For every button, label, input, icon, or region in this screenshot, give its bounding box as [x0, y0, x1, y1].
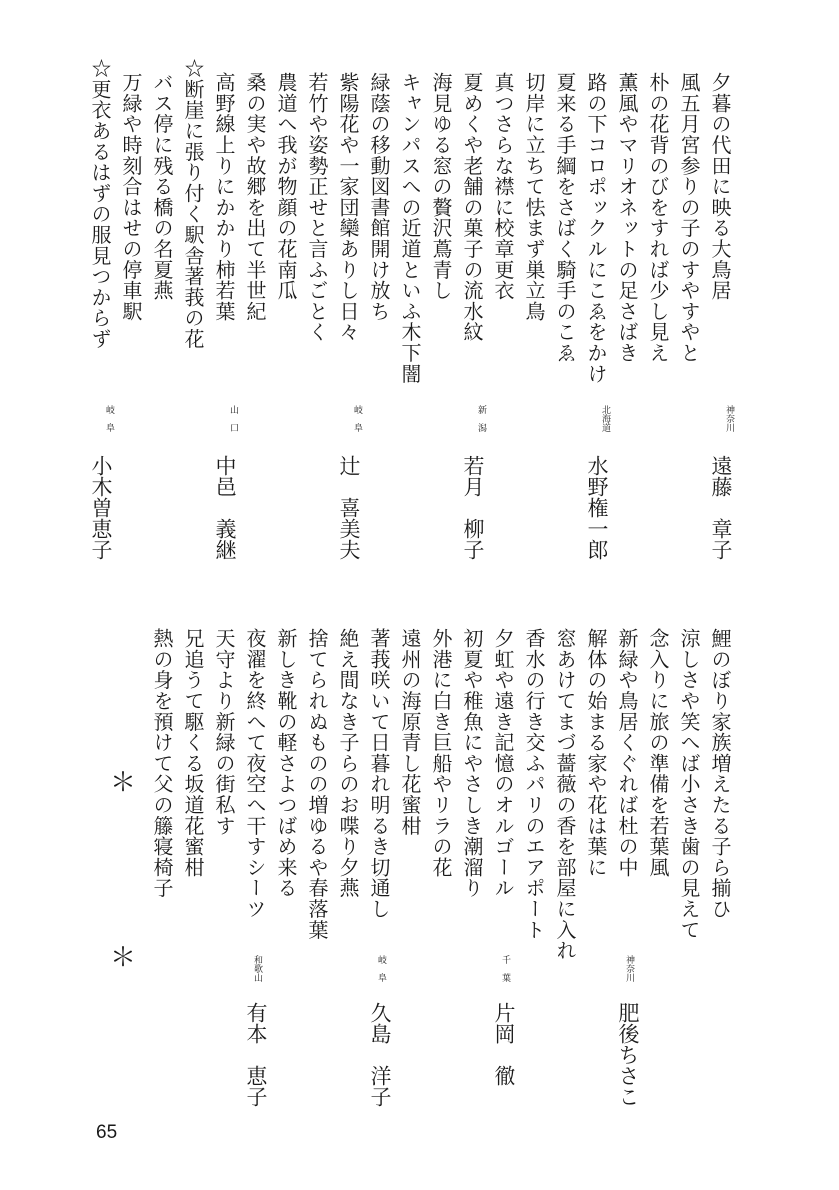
- haiku-line: 海見ゆる窓の贅沢蔦青し: [429, 72, 453, 301]
- author-prefecture: 和歌山: [252, 955, 262, 982]
- haiku-line: 朴の花背のびをすれば少し見え: [646, 72, 670, 364]
- author-name: 有本 恵子: [244, 1002, 268, 1107]
- haiku-line: 新緑や鳥居くぐれば杜の中: [615, 628, 639, 878]
- author-name: 肥後ちさこ: [616, 1002, 640, 1107]
- author-prefecture: 岐阜: [352, 405, 362, 441]
- haiku-line: 紫陽花や一家団欒ありし日々: [336, 72, 360, 343]
- haiku-line: 夕虹や遠き記憶のオルゴール: [491, 628, 515, 899]
- haiku-line: 新しき靴の軽さよつばめ来る: [274, 628, 298, 899]
- author-name: 小木曽恵子: [89, 455, 113, 560]
- haiku-line: ☆断崖に張り付く駅舎著莪の花: [181, 58, 205, 350]
- haiku-line: 夜濯を終へて夜空へ干すシーツ: [243, 628, 267, 920]
- haiku-line: 若竹や姿勢正せと言ふごとく: [305, 72, 329, 343]
- haiku-line: 鯉のぼり家族増えたる子ら揃ひ: [708, 628, 732, 920]
- haiku-line: 夏めくや老舗の菓子の流水紋: [460, 72, 484, 343]
- haiku-line: 路の下コロポックルにこゑをかけ: [584, 72, 608, 384]
- haiku-line: 熱の身を預けて父の籐寝椅子: [150, 628, 174, 899]
- author-prefecture: 神奈川: [724, 405, 734, 432]
- separator-asterisk: ＊: [110, 768, 137, 798]
- haiku-line: 窓あけてまづ薔薇の香を部屋に入れ: [553, 628, 577, 961]
- author-prefecture: 千葉: [500, 955, 510, 991]
- haiku-line: 万緑や時刻合はせの停車駅: [119, 72, 143, 322]
- author-prefecture: 神奈川: [624, 955, 634, 982]
- page-number: 65: [96, 1122, 118, 1143]
- haiku-line: 遠州の海原青し花蜜柑: [398, 628, 422, 836]
- haiku-line: 真つさらな襟に校章更衣: [491, 72, 515, 301]
- author-prefecture: 山口: [228, 405, 238, 441]
- haiku-line: 緑蔭の移動図書館開け放ち: [367, 72, 391, 322]
- haiku-line: 夕暮の代田に映る大鳥居: [708, 72, 732, 301]
- haiku-line: 捨てられぬものの増ゆるや春落葉: [305, 628, 329, 940]
- haiku-line: ☆更衣あるはずの服見つからず: [88, 58, 112, 350]
- haiku-line: 香水の行き交ふパリのエアポート: [522, 628, 546, 940]
- haiku-line: 初夏や稚魚にやさしき潮溜り: [460, 628, 484, 899]
- haiku-line: キャンパスへの近道といふ木下闇: [398, 72, 422, 384]
- author-name: 水野権一郎: [585, 455, 609, 560]
- haiku-line: 風五月宮参りの子のすやすやと: [677, 72, 701, 364]
- haiku-line: 絶え間なき子らのお喋り夕燕: [336, 628, 360, 899]
- haiku-line: 高野線上りにかかり柿若葉: [212, 72, 236, 322]
- haiku-line: 解体の始まる家や花は葉に: [584, 628, 608, 878]
- haiku-line: 涼しさや笑へば小さき歯の見えて: [677, 628, 701, 940]
- author-name: 遠藤 章子: [709, 455, 733, 560]
- haiku-line: 夏来る手綱をさばく騎手のこゑ: [553, 72, 577, 364]
- haiku-line: 切岸に立ちて怯まず巣立鳥: [522, 72, 546, 322]
- author-name: 中邑 義継: [213, 455, 237, 560]
- haiku-line: 農道へ我が物顔の花南瓜: [274, 72, 298, 301]
- separator-asterisk: ＊: [110, 943, 137, 973]
- author-name: 辻 喜美夫: [337, 455, 361, 560]
- haiku-line: 天守より新緑の街私す: [212, 628, 236, 836]
- haiku-line: 外港に白き巨船やリラの花: [429, 628, 453, 878]
- author-prefecture: 岐阜: [376, 955, 386, 991]
- author-prefecture: 新潟: [476, 405, 486, 441]
- haiku-line: バス停に残る橋の名夏燕: [150, 72, 174, 301]
- author-name: 久島 洋子: [368, 1002, 392, 1107]
- author-name: 片岡 徹: [492, 1002, 516, 1086]
- haiku-line: 兄追うて駆くる坂道花蜜柑: [181, 628, 205, 878]
- author-name: 若月 柳子: [461, 455, 485, 560]
- haiku-line: 桑の実や故郷を出て半世紀: [243, 72, 267, 322]
- author-prefecture: 岐阜: [104, 405, 114, 441]
- haiku-line: 著莪咲いて日暮れ明るき切通し: [367, 628, 391, 920]
- haiku-line: 念入りに旅の準備を若葉風: [646, 628, 670, 878]
- author-prefecture: 北海道: [600, 405, 610, 432]
- haiku-line: 薫風やマリオネットの足さばき: [615, 72, 639, 364]
